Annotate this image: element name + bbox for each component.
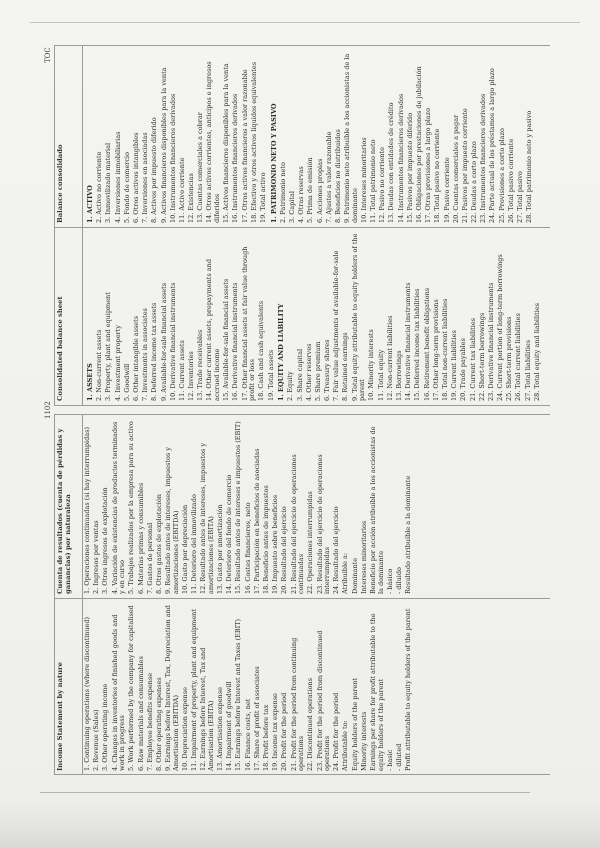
table-row: 18. Beneficio antes de impuestos	[261, 485, 270, 594]
column-title: Cuenta de resultados (cuenta de pérdidas y ganancias) por naturaleza	[56, 428, 72, 594]
column-income-statement-es	[56, 416, 550, 597]
table-row: - diluido	[395, 567, 403, 594]
table-row: 15. Pasivos por impuesto diferido	[405, 112, 414, 223]
table-row: 21. Profit for the period from continuing operations	[289, 637, 306, 771]
table-row: 21. Pasivos por impuesto corriente	[460, 108, 469, 223]
table-row: 13. Cuentas comerciales a cobrar	[196, 112, 205, 223]
table-row: 26. Total pasivo corriente	[506, 138, 515, 223]
table-row: 13. Amortisation expense	[216, 687, 225, 771]
table-row: 23. Resultado del ejercicio de operaciones interrumpidas	[315, 454, 332, 594]
table-row: 3. Property, plant and equipment	[104, 292, 113, 401]
rotated-page	[40, 45, 550, 775]
table-row: 3. Share capital	[295, 348, 304, 401]
table-border	[54, 774, 550, 775]
table-row: 15. Available-for-sale financial assets	[222, 278, 231, 401]
table-row: 19. Current liabilities	[450, 330, 459, 401]
table-row: 14. Impairment of goodwill	[225, 681, 234, 771]
table-row: 8. Other operating expenses	[154, 677, 163, 771]
table-row: 17. Other long-term provisions	[431, 299, 440, 401]
column-income-statement-en	[56, 600, 550, 774]
table-row: 18. Cash and cash equivalents	[257, 300, 266, 401]
table-row: 2. Ingresos por ventas	[92, 520, 101, 594]
table-row: 4. Otras reservas	[297, 166, 306, 223]
table-row: Beneficio por acción atribuible a los accionistas de la dominante	[369, 426, 385, 594]
table-row: 11. Current assets	[177, 340, 186, 401]
table-row: 16. Instrumentos financieros derivados	[231, 93, 240, 223]
table-row: 17. Share of profit of associates	[252, 666, 261, 771]
table-row: 8. Otros gastos de explotación	[154, 494, 163, 594]
table-row: 12. Non-current liabilities	[385, 315, 394, 401]
table-row: 1. EQUITY AND LIABILITY	[277, 303, 286, 401]
table-row: 2. Revenue (Sales)	[92, 709, 101, 771]
table-row: 21. Current tax liabilities	[468, 317, 477, 401]
table-row: 2. Activo no corriente	[95, 151, 104, 223]
table-row: 8. Retained earnings	[341, 332, 350, 401]
table-row: 13. Deudas con entidades de crédito	[387, 102, 396, 223]
table-row: Intereses minoritarios	[359, 520, 368, 594]
table-row: 7. Inversiones en asociadas	[141, 132, 150, 223]
table-row: 7. Employee benefits expense	[145, 672, 154, 771]
table-row: 6. Other intangible assets	[131, 315, 140, 401]
table-row: 1. ASSETS	[86, 363, 94, 401]
table-row: 12. Pasivo no corriente	[378, 147, 387, 223]
row-list	[82, 47, 537, 226]
table-row: 18. Total pasivo no corriente	[433, 128, 442, 223]
table-row: 14. Otros activos corrientes, anticipos e ingresos diferidos	[205, 61, 222, 223]
table-row: 22. Deudas a corto plazo	[470, 141, 479, 223]
table-row: 19. Total activo	[258, 172, 267, 223]
table-row: 15. Resultado antes de intereses e impuestos (EBIT)	[234, 421, 243, 594]
table-border	[54, 414, 550, 415]
table-row: - básico	[385, 568, 394, 594]
table-row: 19. Income tax expense	[271, 693, 280, 771]
table-row: Dominante	[350, 557, 359, 594]
table-row: 3. Other operating income	[101, 683, 110, 771]
column-divider	[54, 598, 550, 599]
table-row: 24. Current portion of long-term borrowings	[496, 254, 505, 401]
table-row: 11. Activo corriente	[177, 157, 186, 223]
column-title: Consolidated balance sheet	[56, 296, 64, 401]
table-top-border-right	[54, 45, 55, 406]
table-row: Atribuible a:	[341, 552, 350, 594]
column-title: Balance consolidado	[56, 144, 64, 223]
table-row: 16. Costes financieros, neto	[243, 502, 252, 594]
table-row: 7. Investments in associates	[141, 308, 150, 401]
table-row: 12. Resultado antes de intereses, impuestos y amortizaciones (EBITA)	[199, 442, 215, 594]
table-row: 7. Ajustes a valor razonable	[324, 131, 333, 223]
table-row: 8. Deferred income tax assets	[150, 302, 159, 401]
column-divider	[54, 227, 550, 228]
table-row: 1. Continuing operations (where discontinued)	[83, 616, 91, 771]
table-row: - diluted	[395, 743, 403, 771]
table-row: 10. Intereses minoritarios	[359, 137, 368, 223]
table-row: 15. Deferred income tax liabilities	[413, 288, 422, 401]
table-row: 2. Equity	[286, 371, 295, 401]
table-row: 3. Otros ingresos de explotación	[101, 487, 110, 594]
table-row: 24. Profit for the period	[332, 692, 341, 771]
row-list	[82, 229, 545, 404]
table-row: 24. Parte actual de los préstamos a largo plazo	[488, 68, 497, 223]
table-row: 19. Impuesto sobre beneficios	[271, 494, 280, 594]
table-row: 14. Other current assets, prepayments and accrued income	[205, 258, 222, 401]
table-row: 19. Total assets	[266, 349, 275, 401]
table-row: 3. Inmovilizado material	[104, 142, 113, 223]
table-row: 10. Instrumentos financieros derivados	[168, 93, 177, 223]
page-edge-top	[30, 22, 580, 23]
table-row: 12. Earnings before Interest, Tax and Amortisation (EBITA)	[199, 647, 215, 771]
table-row: 1. PATRIMONIO NETO Y PASIVO	[269, 103, 278, 223]
table-row: - basic	[385, 749, 394, 771]
table-row: 9. Available-for-sale financial assets	[159, 282, 168, 401]
table-border	[54, 405, 550, 406]
table-row: 20. Cuentas comerciales a pagar	[451, 114, 460, 223]
table-row: 17. Otros activos financieros a valor razonable	[240, 69, 249, 223]
table-row: 1. ACTIVO	[86, 185, 94, 223]
row-list	[82, 600, 416, 774]
table-row: 11. Total equity	[376, 349, 385, 401]
column-balance-sheet-en	[56, 229, 550, 404]
table-row: 22. Operaciones interrumpidas	[306, 491, 315, 594]
table-row: 17. Other financial assets at fair value through profit or loss	[240, 246, 257, 401]
table-row: 17. Participación en beneficios de asociadas	[252, 448, 261, 594]
table-row: Equity holders of the parent	[350, 677, 359, 771]
table-row: 15. Earnings before Interest and Taxes (EBIT)	[234, 618, 243, 771]
table-row: 11. Total patrimonio neto	[369, 139, 378, 223]
table-row: 10. Minority interests	[367, 329, 376, 401]
table-row: 25. Provisiones a corto plazo	[497, 128, 506, 223]
table-row: 20. Resultado del ejercicio	[280, 506, 289, 594]
table-row: 16. Retirement benefit obligations	[422, 287, 431, 401]
scan-shadow	[0, 800, 600, 848]
table-row: 27. Total liabilities	[523, 339, 532, 401]
table-row: 5. Share premium	[313, 341, 322, 401]
table-row: 28. Total patrimonio neto y pasivo	[525, 110, 534, 223]
table-row: 24. Resultado del ejercicio	[332, 506, 341, 594]
glossary-table	[54, 45, 550, 775]
column-balance-sheet-es	[56, 47, 550, 226]
table-row: 2. Patrimonio neto	[278, 162, 287, 223]
table-row: 4. Other reserves	[304, 343, 313, 401]
table-row: 18. Efectivo y otros activos líquidos equivalentes	[249, 61, 258, 223]
table-row: 23. Derivative financial instruments	[486, 282, 495, 401]
table-row: 16. Derivative financial instruments	[231, 282, 240, 401]
table-row: 4. Investment property	[113, 325, 122, 401]
table-row: 26. Total current liabilities	[514, 313, 523, 401]
table-row: 9. Earnings before Interest, Tax, Depreciation and Amortisation (EBITDA)	[164, 605, 180, 771]
table-row: 5. Work performed by the company for capitalised	[127, 605, 136, 771]
table-row: 5. Goodwill	[122, 363, 131, 401]
table-row: 6. Raw materials and consumables	[136, 656, 145, 771]
table-row: 10. Depreciation expense	[180, 687, 189, 771]
table-row: 9. Activos financieros disponibles para la venta	[159, 67, 168, 223]
table-row: 6. Acciones propias	[315, 158, 324, 223]
column-title: Income Statement by nature	[56, 662, 64, 771]
table-row: 6. Treasury shares	[323, 339, 332, 401]
table-row: 20. Profit for the period	[280, 692, 289, 771]
table-row: 21. Resultado del ejercicio de operaciones continuadas	[289, 454, 306, 594]
table-row: 9. Resultado antes de intereses, impuestos y amortizaciones (EBITDA)	[164, 447, 180, 594]
table-row: 8. Activos por impuesto diferido	[150, 117, 159, 223]
running-header: TOC	[44, 47, 52, 63]
table-row: 4. Changes in inventories of finished goods and work in progress	[110, 614, 127, 771]
table-row: 27. Total pasivo	[516, 171, 525, 223]
table-row: 22. Short-term borrowings	[477, 312, 486, 401]
table-row: 10. Gasto por depreciación	[180, 504, 189, 594]
table-row: 8. Beneficios no distribuidos	[333, 129, 342, 223]
table-row: 22. Discontinued operations	[306, 678, 315, 771]
table-row: 1. Operaciones continuadas (si hay interrumpidas)	[83, 426, 91, 594]
table-row: Attributable to:	[341, 720, 350, 771]
table-row: 18. Profit before tax	[261, 704, 270, 771]
table-row: 28. Total equity and liabilities	[532, 303, 541, 401]
table-row: 7. Gastos de personal	[145, 522, 154, 594]
table-row: 5. Prima de emisión	[306, 157, 315, 223]
table-row: 23. Instrumentos financieros derivados	[479, 93, 488, 223]
table-row: 20. Trade payables	[459, 338, 468, 401]
table-row: 23. Profit for the period from discontinued operations	[315, 630, 332, 771]
table-row: Resultado atribuible a la dominante	[404, 475, 413, 594]
table-row: Profit attributable to equity holders of the parent	[404, 608, 413, 771]
table-row: 15. Activos financieros disponibles para la venta	[222, 63, 231, 223]
table-row: 18. Total non-current liabilities	[440, 298, 449, 401]
table-row: 9. Total equity attributable to equity holders of the parent	[350, 233, 367, 401]
table-row: 12. Inventories	[187, 351, 196, 401]
table-row: 17. Otras provisiones a largo plazo	[424, 107, 433, 223]
table-row: 4. Inversiones inmobiliarias	[113, 131, 122, 223]
table-row: 13. Trade receivables	[196, 329, 205, 401]
table-row: 5. Trabajos realizados por la empresa para su activo	[127, 421, 136, 594]
table-row: Minority interests	[359, 711, 368, 771]
table-row: 14. Deterioro del fondo de comercio	[225, 474, 234, 594]
table-top-border-left	[54, 414, 55, 775]
table-row: 16. Finance costs, net	[243, 698, 252, 771]
table-row: 12. Existencias	[187, 173, 196, 223]
table-row: 9. Patrimonio neto atribuible a los accionistas de la dominante	[343, 53, 359, 223]
table-row: 7. Fair value adjustments of available-for-sale	[332, 250, 341, 401]
page-edge-bottom	[40, 792, 530, 793]
table-row: 4. Variación de existencias de productos terminados y en curso	[110, 421, 127, 594]
page-number: 1102	[44, 401, 52, 419]
table-row: 19. Pasivo corriente	[442, 157, 451, 223]
table-row: 2. Non-current assets	[95, 329, 104, 401]
table-row: 25. Short-term provisions	[505, 316, 514, 401]
table-row: 11. Deterioro del inmovilizado	[190, 494, 199, 594]
table-border	[54, 45, 550, 46]
table-row: 14. Instrumentos financieros derivados	[396, 93, 405, 223]
table-row: 13. Borrowings	[395, 350, 403, 401]
table-row: 3. Capital	[287, 191, 296, 223]
table-row: 10. Derivative financial instruments	[168, 282, 177, 401]
table-row: Earnings per share for profit attributable to the equity holders of the parent	[369, 613, 385, 771]
table-row: 6. Otros activos intangibles	[131, 132, 140, 223]
table-row: 14. Derivative financial instruments	[404, 282, 413, 401]
row-list	[82, 416, 416, 597]
table-row: 16. Obligaciones por prestaciones de jubilación	[414, 66, 423, 223]
table-row: 11. Impairment of property, plant and equipment	[190, 609, 199, 771]
table-row: 5. Fondo de comercio	[122, 151, 131, 223]
table-row: 6. Materias primas y consumibles	[136, 482, 145, 594]
table-row: 13. Gasto por amortización	[216, 504, 225, 594]
